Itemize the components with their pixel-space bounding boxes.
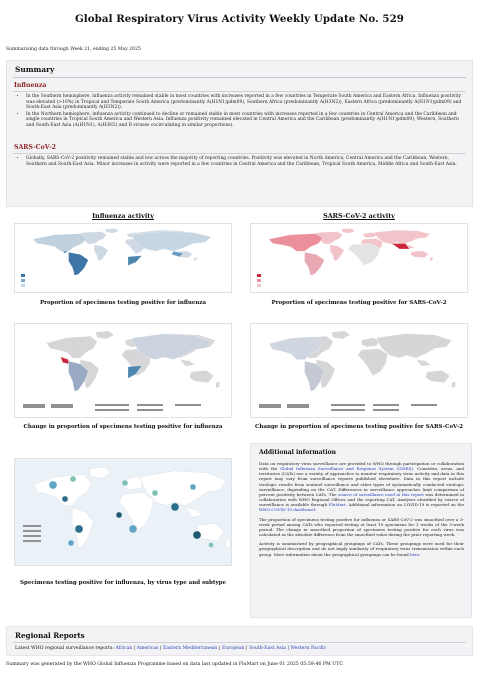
regional-reports-prefix: Latest WHO regional surveillance reports: xyxy=(15,646,116,651)
influenza-bullets xyxy=(17,94,464,130)
flumart-link[interactable]: FluMart xyxy=(328,502,346,508)
paragraph: The proportion of specimens testing positive for influenza or SARS-CoV-2 was smoothed over a 3-week period among CATs who reported testing at least 10 specimens for 2 weeks of the 3-week period. The change in smoothed proportion of specimens testing positive for each virus was calculated as the absolute difference from the smoothed value during the prior reporting week. xyxy=(259,516,464,538)
text: Activity is summarized by geographical groupings of CATs. These groupings were used for their geographical description and do not imply similarity of respiratory virus transmission within each group. More information about the geographical groupings can be found xyxy=(259,541,464,557)
separator: | xyxy=(244,646,250,651)
sars-bullets xyxy=(17,156,464,168)
regional-reports-links xyxy=(15,646,326,651)
text: . Additional information on COVID-19 is reported on the xyxy=(345,502,464,508)
sars-change-map xyxy=(250,323,468,418)
influenza-proportion-caption: Proportion of specimens testing positive for influenza xyxy=(39,300,207,306)
influenza-subtype-map xyxy=(14,458,232,566)
sars-activity-title: SARS-CoV-2 activity xyxy=(323,212,395,220)
influenza-activity-title: Influenza activity xyxy=(92,212,154,220)
sars-heading: SARS-CoV-2 xyxy=(14,144,56,151)
influenza-proportion-map xyxy=(14,223,232,293)
additional-information-heading: Additional information xyxy=(259,449,337,456)
list-item: • In the Northern hemisphere, influenza activity continued to decline or remained stable in most countries with increases reported in a few countries in Central America and the Caribbean and single countries in Tropical South America and Western Asia. Influenza positivity remained elevated in Central America and the Caribbean (predominantly A(H1N1)pdm09), Western, Southern and South-East Asia (A(H1N1), A(H3N2) and B viruses cocirculating in similar proportions). xyxy=(26,112,464,129)
list-item: • Globally, SARS-CoV-2 positivity remained stable and low across the majority of reporting countries. Positivity was elevated in North America, Central America and the Caribbean, Western, Southern and South-East Asia. Minor increases in activity were reported in a few countries in Central America and the Caribbean, Tropical South America, Middle Africa and South-East Asia. xyxy=(26,156,464,167)
divider xyxy=(13,153,466,154)
regional-link-european[interactable]: European xyxy=(221,646,245,651)
summary-heading: Summary xyxy=(15,65,55,74)
sars-proportion-caption: Proportion of specimens testing positive for SARS-CoV-2 xyxy=(271,300,447,306)
influenza-change-caption: Change in proportion of specimens testing positive for influenza xyxy=(23,424,223,430)
covid-dashboard-link[interactable]: WHO COVID-19 dashboard xyxy=(259,507,315,513)
page-title: Global Respiratory Virus Activity Weekly Update No. 529 xyxy=(74,13,404,25)
paragraph xyxy=(259,461,464,513)
sars-proportion-map xyxy=(250,223,468,293)
regional-link-south-east-asia[interactable]: South-East Asia xyxy=(249,646,286,651)
influenza-subtype-caption: Specimens testing positive for influenza, by virus type and subtype xyxy=(20,580,226,586)
summary-section xyxy=(6,60,473,207)
footer-note: Summary was generated by the WHO Global Influenza Programme based on data last updated in FluMart on June 01 2025 05:59:46 PM UTC xyxy=(6,662,343,667)
divider xyxy=(13,642,466,643)
regional-link-african[interactable]: African xyxy=(115,646,133,651)
text: was determined in collaboration with WHO Regional Offices and the reporting CAT. Analyses stratified by source of surveillance is available through xyxy=(259,491,464,508)
groupings-link[interactable]: here xyxy=(410,551,420,557)
surveillance-source-link[interactable]: source of surveillance used in this report xyxy=(338,491,424,497)
divider xyxy=(13,91,466,92)
additional-information-body xyxy=(259,461,464,561)
regional-link-americas[interactable]: Americas xyxy=(136,646,159,651)
text: . xyxy=(314,507,317,513)
influenza-change-map xyxy=(14,323,232,418)
regional-reports-heading: Regional Reports xyxy=(15,631,85,640)
text: . Countries, areas, and territories (CATs) use a variety of approaches to monitor respiratory virus activity and data in this report may vary from surveillance reports published elsewhere. Data in this report include virologic results from sentinel surveillance and other types of systematically conducted virologic surveillance, depending on the CAT. Differences in surveillance approaches limit comparison of percent positivity between CATs. The xyxy=(259,466,464,497)
separator: | xyxy=(217,646,222,651)
text: Data on respiratory virus surveillance are provided to WHO through participation or collaboration with the xyxy=(259,461,464,472)
gisrs-link[interactable]: Global Influenza Surveillance and Response System (GISRS) xyxy=(280,466,414,472)
influenza-heading: Influenza xyxy=(14,82,47,89)
separator: | xyxy=(285,646,291,651)
divider xyxy=(13,77,466,78)
separator: | xyxy=(132,646,137,651)
sars-change-caption: Change in proportion of specimens testing positive for SARS-CoV-2 xyxy=(255,424,463,430)
page-subtitle: Summarising data through Week 21, ending 25 May 2025 xyxy=(6,47,141,52)
paragraph xyxy=(259,541,464,556)
list-item: • In the Southern hemisphere, influenza activity remained stable in most countries with increases reported in a few countries in Temperate South America and Eastern Africa. Influenza positivity was elevated (>10%) in Tropical and Temperate South America (predominantly A(H1N1)pdm09), Southern Africa (predominantly A(H3N2)), Eastern Africa (predominantly A(H1N1)pdm09) and South-East Asia (predominantly A(H3N2)). xyxy=(26,94,464,111)
regional-link-eastern-mediterranean[interactable]: Eastern Mediterranean xyxy=(162,646,218,651)
regional-reports-section xyxy=(6,626,473,656)
text: . xyxy=(419,551,421,557)
additional-information-section xyxy=(250,443,472,618)
regional-link-western-pacific[interactable]: Western Pacific xyxy=(290,646,327,651)
separator: | xyxy=(158,646,163,651)
